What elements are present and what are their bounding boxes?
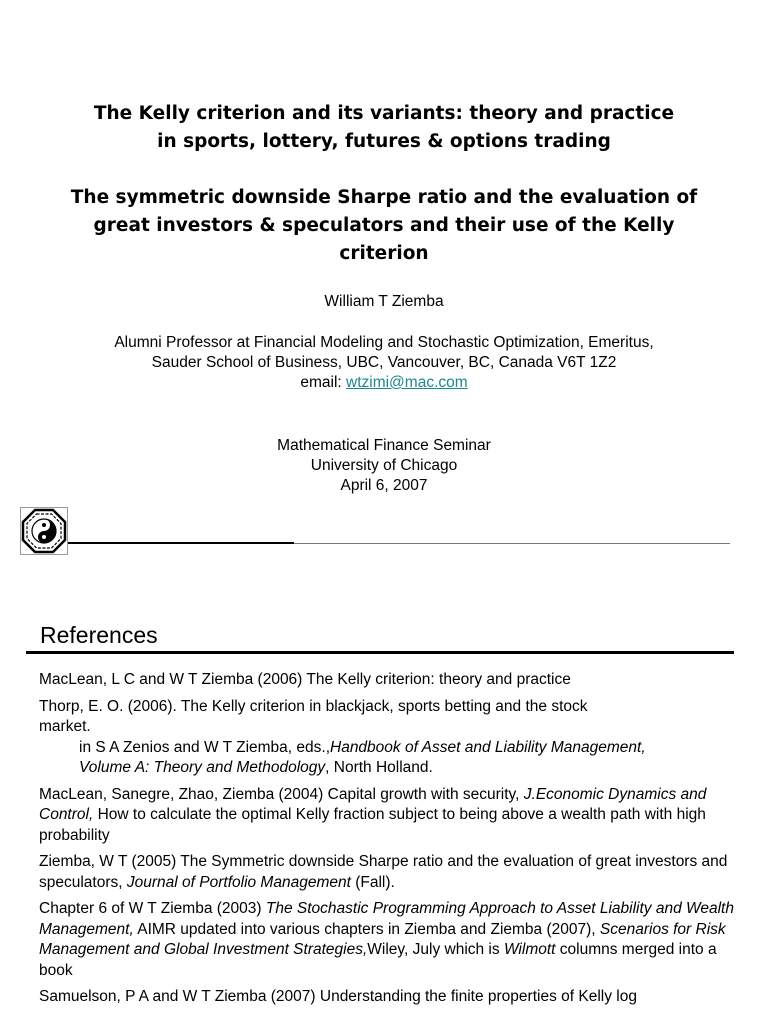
reference-text: Samuelson, P A and W T Ziemba (2007) Understanding the finite properties of Kelly log xyxy=(39,988,637,1005)
references-list xyxy=(39,670,739,1014)
reference-italic: Wilmott xyxy=(503,941,556,958)
reference-italic: J.Economic Dynamics and Control, xyxy=(39,785,707,823)
reference-text: AIMR updated into various chapters in Ziemba and Ziemba (2007), xyxy=(133,920,600,938)
reference-text xyxy=(39,738,739,759)
subtitle-line-3: criterion xyxy=(339,243,429,264)
reference-text: Chapter 6 of W T Ziemba (2003) xyxy=(39,900,266,917)
reference-text xyxy=(39,758,739,779)
reference-text: , North Holland. xyxy=(325,759,433,776)
reference-item xyxy=(39,670,739,691)
reference-text: market. xyxy=(39,718,91,735)
author-position: Alumni Professor at Financial Modeling and Stochastic Optimization, Emeritus, xyxy=(114,334,654,351)
reference-text: columns merged into a book xyxy=(39,941,717,979)
reference-italic: Journal of Portfolio Management xyxy=(126,873,351,891)
subtitle-line-2: great investors & speculators and their use of the Kelly xyxy=(93,215,675,236)
reference-italic: The Stochastic Programming Approach to Asset Liability and Wealth Management, xyxy=(39,900,734,938)
seminar-university: University of Chicago xyxy=(310,457,458,474)
main-title-line-2: in sports, lottery, futures & options trading xyxy=(157,131,611,152)
reference-text: in S A Zenios and W T Ziemba, eds., xyxy=(79,738,330,756)
reference-item xyxy=(39,785,739,847)
subtitle-line-1: The symmetric downside Sharpe ratio and the evaluation of xyxy=(70,187,698,208)
reference-text: Thorp, E. O. (2006). The Kelly criterion in blackjack, sports betting and the stock xyxy=(39,697,588,715)
reference-item xyxy=(39,899,739,981)
reference-item xyxy=(39,987,739,1008)
reference-text: How to calculate the optimal Kelly fraction subject to being above a wealth path with high probability xyxy=(39,806,706,844)
reference-text: MacLean, Sanegre, Zhao, Ziemba (2004) Capital growth with security, xyxy=(39,785,524,803)
reference-item xyxy=(39,697,739,779)
reference-italic: Handbook of Asset and Liability Management, xyxy=(330,738,646,756)
email-line xyxy=(20,373,748,393)
seminar-info xyxy=(20,436,748,496)
yin-yang-octagon-icon xyxy=(20,507,68,555)
main-title-line-1: The Kelly criterion and its variants: theory and practice xyxy=(93,103,675,124)
reference-item xyxy=(39,852,739,893)
references-heading: References xyxy=(40,622,158,648)
references-divider xyxy=(26,651,734,654)
affiliation xyxy=(20,333,748,393)
reference-text: Ziemba, W T (2005) The Symmetric downside Sharpe ratio and the evaluation of great investors and speculators, xyxy=(39,853,728,891)
subtitle xyxy=(20,184,748,268)
reference-text: (Fall). xyxy=(350,873,395,891)
author-name: William T Ziemba xyxy=(324,293,444,310)
email-label: email: xyxy=(300,374,346,391)
reference-text: MacLean, L C and W T Ziemba (2006) The Kelly criterion: theory and practice xyxy=(39,671,571,688)
header-divider-thin xyxy=(294,543,730,544)
email-link[interactable]: wtzimi@mac.com xyxy=(346,374,468,391)
reference-text: Wiley, July which is xyxy=(367,941,504,958)
reference-italic: Volume A: Theory and Methodology xyxy=(79,759,326,776)
author-address: Sauder School of Business, UBC, Vancouver, BC, Canada V6T 1Z2 xyxy=(151,354,617,371)
header-divider-thick xyxy=(68,542,294,544)
seminar-name: Mathematical Finance Seminar xyxy=(277,437,491,454)
main-title xyxy=(20,100,748,156)
reference-italic: Scenarios for Risk Management and Global Investment Strategies, xyxy=(39,920,726,958)
seminar-date: April 6, 2007 xyxy=(340,477,428,494)
